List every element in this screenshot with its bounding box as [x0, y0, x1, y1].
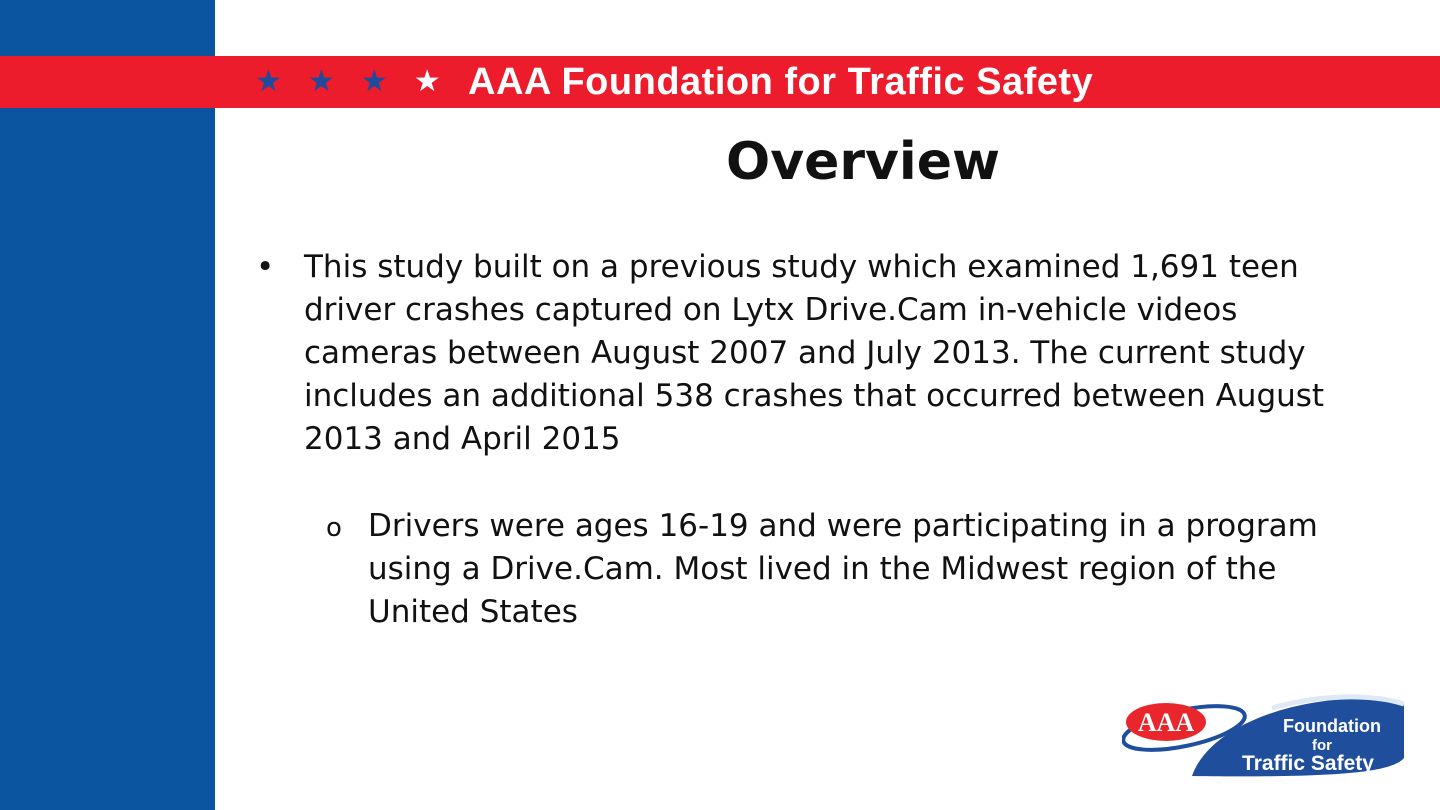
star-icon: ★	[360, 64, 388, 99]
logo-line1: Foundation	[1283, 716, 1381, 736]
bullet-text: This study built on a previous study which examined 1,691 teen driver crashes captured on Lytx Drive.Cam in-vehicle videos cameras between August 2007 and July 2013. The current study includes an additional 538 crashes that occurred between August 2013 and April 2015	[304, 249, 1325, 457]
logo-aaa-text: AAA	[1137, 708, 1195, 737]
star-icon: ★	[307, 64, 335, 99]
logo-line3: Traffic Safety	[1242, 752, 1374, 775]
logo-line2: for	[1312, 737, 1332, 754]
aaa-foundation-logo	[1122, 688, 1404, 780]
sidebar-blue-band	[0, 0, 215, 810]
header-banner	[0, 56, 1440, 108]
sub-bullet-text: Drivers were ages 16-19 and were participating in a program using a Drive.Cam. Most lived in the Midwest region of the United States	[368, 508, 1318, 630]
star-icon: ★	[255, 64, 282, 99]
banner-title: AAA Foundation for Traffic Safety	[468, 61, 1094, 103]
sub-bullet-marker: o	[326, 513, 342, 543]
bullet-item	[256, 246, 1366, 461]
stars-row	[255, 64, 441, 100]
bullet-marker: •	[256, 249, 275, 285]
sub-bullet-item	[326, 505, 1366, 634]
star-icon: ★	[413, 64, 441, 99]
slide-title: Overview	[726, 132, 1001, 192]
